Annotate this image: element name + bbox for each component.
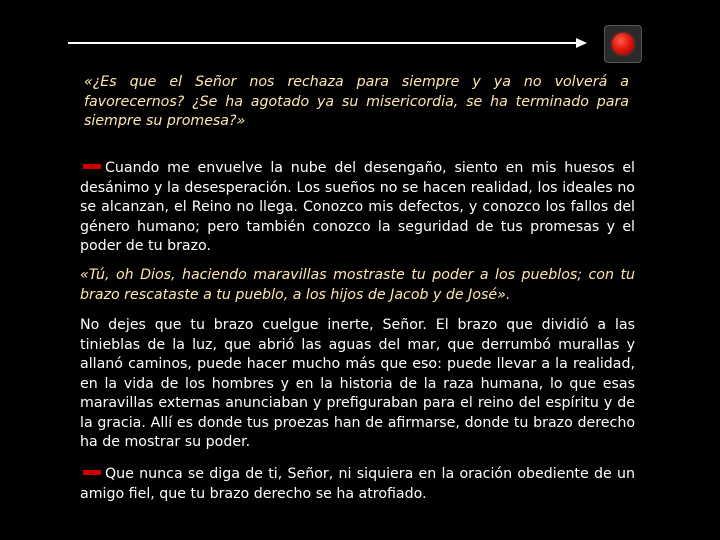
quote-psalm-2: «Tú, oh Dios, haciendo maravillas mostraste tu poder a los pueblos; con tu brazo rescataste a tu pueblo, a los hijos de Jacob y de José».: [80, 267, 635, 303]
red-dash-bullet-icon: [83, 164, 101, 169]
paragraph-desengano: [80, 159, 635, 257]
red-dash-bullet-icon: [83, 470, 101, 475]
paragraph-desengano-text: Cuando me envuelve la nube del desengaño, siento en mis huesos el desánimo y la desesperación. Los sueños no se hacen realidad, los ideales no se alcanzan, el Reino no llega. Conozco mis defectos, y conozco los fallos del género humano; pero también conozco la seguridad de tus promesas y el poder de tu brazo.: [80, 160, 635, 254]
record-button[interactable]: [604, 25, 642, 63]
paragraph-brazo: No dejes que tu brazo cuelgue inerte, Señor. El brazo que dividió a las tinieblas de la luz, que abrió las aguas del mar, que derrumbó murallas y allanó caminos, puede hacer mucho más que eso: puede llevar a la realidad, en la vida de los hombres y en la historia de la raza humana, lo que esas maravillas externas anunciaban y prefiguraban para el reino del espíritu y de la gracia. Allí es donde tus proezas han de afirmarse, donde tu brazo derecho ha de mostrar su poder.: [80, 317, 635, 450]
paragraph-amigo-fiel-text: Que nunca se diga de ti, Señor, ni siquiera en la oración obediente de un amigo fiel, que tu brazo derecho se ha atrofiado.: [80, 466, 635, 502]
right-arrow-icon: [68, 36, 588, 50]
red-record-icon: [612, 33, 634, 55]
paragraph-amigo-fiel: [80, 465, 635, 504]
quote-psalm-1: «¿Es que el Señor nos rechaza para siempre y ya no volverá a favorecernos? ¿Se ha agotado ya su misericordia, se ha terminado para siempre su promesa?»: [84, 74, 629, 129]
